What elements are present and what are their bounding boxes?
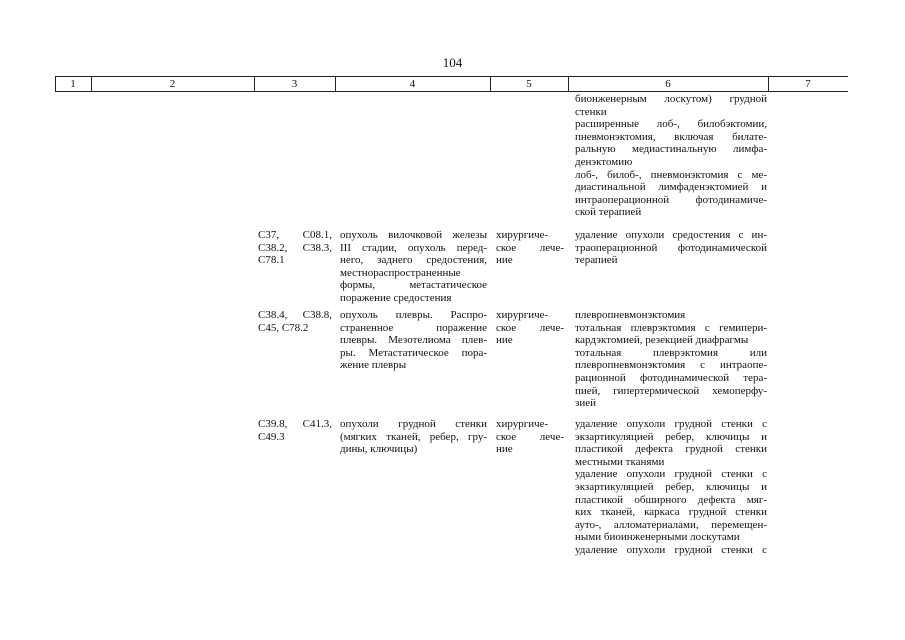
- icd-codes-cell: [258, 418, 332, 443]
- column-divider: [335, 76, 336, 91]
- column-divider: [55, 76, 56, 91]
- text-line: хирургиче-: [496, 418, 549, 430]
- text-line: пластикой обширного дефекта мяг-: [575, 493, 767, 506]
- methods-continuation: [575, 93, 767, 219]
- text-line: (мягких тканей, ребер, гру-: [340, 430, 487, 443]
- text-line: местными тканями: [575, 455, 665, 468]
- text-line: жение плевры: [340, 359, 407, 372]
- text-line: плевропневмонэктомия: [575, 309, 686, 321]
- icd-code: С78.1: [258, 254, 285, 267]
- icd-code: С38.4,: [258, 309, 288, 321]
- icd-codes-cell: [258, 229, 332, 267]
- text-line: удаление опухоли грудной стенки с: [575, 418, 767, 430]
- page-number: 104: [442, 55, 463, 70]
- column-header-4: 4: [409, 78, 416, 90]
- text-line: бионженерным лоскутом) грудной: [575, 93, 767, 105]
- text-line: формы, метастатическое: [340, 279, 487, 292]
- text-line: ское лече-: [496, 241, 564, 254]
- treatment-methods-cell: [575, 309, 767, 410]
- treatment-type-cell: [496, 309, 564, 347]
- text-line: экзартикуляцией ребер, ключицы и: [575, 430, 767, 443]
- icd-code: С49.3: [258, 430, 285, 443]
- icd-code: С41.3,: [302, 418, 332, 430]
- text-line: ское лече-: [496, 321, 564, 334]
- text-line: тотальная плеврэктомия или: [575, 346, 767, 359]
- text-line: опухоль плевры. Распро-: [340, 309, 487, 321]
- column-header-2: 2: [169, 78, 176, 90]
- icd-code: С45, С78.2: [258, 321, 309, 334]
- text-line: удаление опухоли грудной стенки с: [575, 543, 767, 556]
- icd-code: С08.1,: [302, 229, 332, 241]
- text-line: расширенные лоб-, билобэктомии,: [575, 118, 767, 131]
- column-divider: [568, 76, 569, 91]
- text-line: хирургиче-: [496, 309, 549, 321]
- text-line: ское лече-: [496, 430, 564, 443]
- text-line: траоперационной фотодинамической: [575, 241, 767, 254]
- text-line: ауто-, алломатериалами, перемещен-: [575, 518, 767, 531]
- column-header-5: 5: [526, 78, 532, 90]
- treatment-methods-cell: [575, 229, 767, 267]
- column-header-6: 6: [665, 78, 671, 90]
- text-line: III стадии, опухоль перед-: [340, 241, 487, 254]
- text-line: ными биоинженерными лоскутами: [575, 531, 740, 544]
- text-line: тотальная плеврэктомия с гемипери-: [575, 321, 767, 334]
- text-line: плевры. Мезотелиома плев-: [340, 334, 487, 347]
- diagnosis-cell: [340, 229, 487, 305]
- diagnosis-cell: [340, 418, 487, 456]
- text-line: ральную медиастинальную лимфа-: [575, 143, 767, 156]
- text-line: страненное поражение: [340, 321, 487, 334]
- icd-code: С38.2,: [258, 241, 288, 254]
- column-header-1: 1: [70, 78, 76, 90]
- text-line: пластикой дефекта грудной стенки: [575, 443, 767, 456]
- text-line: экзартикуляцией ребер, ключицы и: [575, 480, 767, 493]
- text-line: плевропневмонэктомия с интраопе-: [575, 359, 767, 372]
- text-line: стенки: [575, 105, 607, 118]
- icd-codes-cell: [258, 309, 332, 334]
- icd-code: С38.8,: [302, 309, 332, 321]
- text-line: хирургиче-: [496, 229, 549, 241]
- text-line: ры. Метастатическое пора-: [340, 346, 487, 359]
- text-line: удаление опухоли грудной стенки с: [575, 468, 767, 481]
- text-line: рационной фотодинамической тера-: [575, 371, 767, 384]
- text-line: него, заднего средостения,: [340, 254, 487, 267]
- text-line: кардэктомией, резекцией диафрагмы: [575, 334, 749, 347]
- text-line: интраоперационной фотодинамиче-: [575, 193, 767, 206]
- text-line: ких тканей, каркаса грудной стенки: [575, 506, 767, 519]
- text-line: опухоль вилочковой железы: [340, 229, 487, 241]
- column-header-7: 7: [805, 78, 811, 90]
- text-line: дины, ключицы): [340, 443, 418, 456]
- treatment-methods-cell: [575, 418, 767, 557]
- diagnosis-cell: [340, 309, 487, 372]
- text-line: поражение средостения: [340, 291, 452, 304]
- text-line: денэктомию: [575, 155, 633, 168]
- text-line: лоб-, билоб-, пневмонэктомия с ме-: [575, 168, 767, 181]
- text-line: удаление опухоли средостения с ин-: [575, 229, 767, 241]
- column-header-row: [55, 76, 848, 92]
- icd-code: С38.3,: [302, 241, 332, 254]
- column-divider: [768, 76, 769, 91]
- text-line: ние: [496, 334, 513, 347]
- text-line: пией, гипертермической хемоперфу-: [575, 384, 767, 397]
- column-divider: [254, 76, 255, 91]
- text-line: местнораспространенные: [340, 266, 461, 279]
- text-line: опухоли грудной стенки: [340, 418, 487, 430]
- text-line: зией: [575, 397, 597, 410]
- column-divider: [490, 76, 491, 91]
- column-divider: [91, 76, 92, 91]
- text-line: ние: [496, 254, 513, 267]
- text-line: ние: [496, 443, 513, 456]
- icd-code: С37,: [258, 229, 280, 241]
- treatment-type-cell: [496, 418, 564, 456]
- text-line: пневмонэктомия, включая билате-: [575, 130, 767, 143]
- icd-code: С39.8,: [258, 418, 288, 430]
- text-line: диастинальной лимфаденэктомией и: [575, 181, 767, 194]
- text-line: терапией: [575, 254, 618, 267]
- column-header-3: 3: [291, 78, 298, 90]
- treatment-type-cell: [496, 229, 564, 267]
- text-line: ской терапией: [575, 206, 642, 219]
